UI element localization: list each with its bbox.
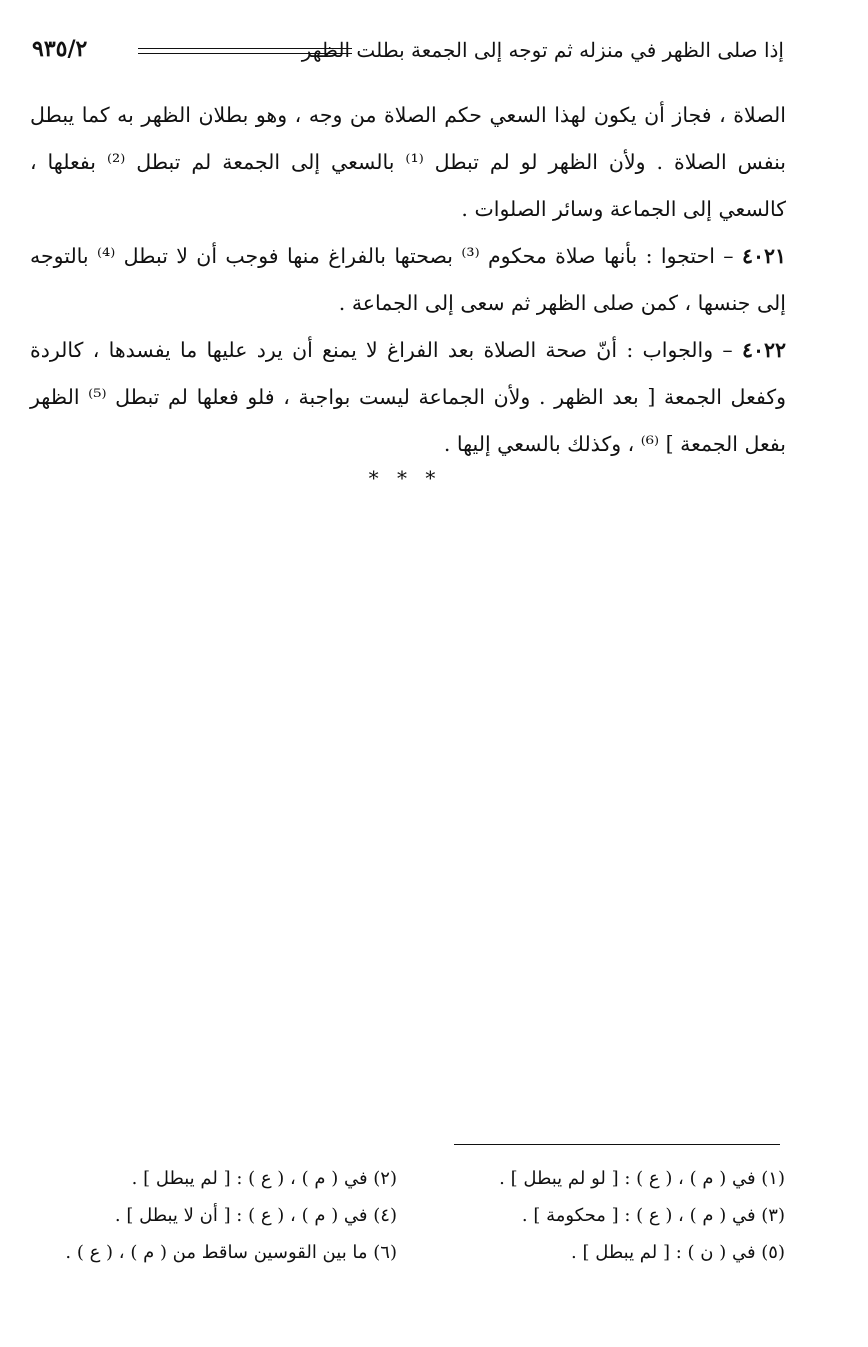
footnote: (٣) في ( م ) ، ( ع ) : [ محكومة ] . (521, 1205, 785, 1226)
paragraph-text: – احتجوا : بأنها صلاة محكوم ⁽³⁾ بصحتها بالفراغ منها فوجب أن لا تبطل ⁽⁴⁾ بالتوجه إلى جنسها ، كمن صلى الظهر ثم سعى إلى الجماعة . (30, 244, 786, 315)
main-text (30, 92, 786, 468)
running-header (32, 36, 784, 70)
footnote: (٤) في ( م ) ، ( ع ) : [ أن لا يبطل ] . (114, 1205, 397, 1226)
footnotes-column-right (445, 1160, 785, 1271)
footnote: (٥) في ( ن ) : [ لم يبطل ] . (571, 1242, 785, 1263)
paragraph (30, 92, 786, 233)
footnotes-column-left (37, 1160, 397, 1271)
footnote: (٦) ما بين القوسين ساقط من ( م ) ، ( ع ) . (65, 1242, 397, 1263)
paragraph-number: ٤٠٢٢ (741, 338, 786, 362)
footnote: (١) في ( م ) ، ( ع ) : [ لو لم يبطل ] . (499, 1168, 785, 1189)
paragraph-text: – والجواب : أنّ صحة الصلاة بعد الفراغ لا يمنع أن يرد عليها ما يفسدها ، كالردة وكفعل الجمعة [ بعد الظهر . ولأن الجماعة ليست بواجبة ، فلو فعلها لم تبطل ⁽⁵⁾ الظهر بفعل الجمعة ] ⁽⁶⁾ ، وكذلك بالسعي إليها . (30, 338, 786, 456)
paragraph (30, 233, 786, 327)
paragraph-text: الصلاة ، فجاز أن يكون لهذا السعي حكم الصلاة من وجه ، وهو بطلان الظهر به كما يبطل بنفس الصلاة . ولأن الظهر لو لم تبطل ⁽¹⁾ بالسعي إلى الجمعة لم تبطل ⁽²⁾ بفعلها ، كالسعي إلى الجماعة وسائر الصلوات . (30, 103, 786, 221)
running-title: إذا صلى الظهر في منزله ثم توجه إلى الجمعة بطلت الظهر (301, 38, 784, 62)
paragraph-number: ٤٠٢١ (741, 244, 786, 268)
paragraph (30, 327, 786, 468)
section-separator: * * * (368, 466, 442, 490)
footnote-divider (454, 1144, 780, 1145)
footnote: (٢) في ( م ) ، ( ع ) : [ لم يبطل ] . (131, 1168, 397, 1189)
page-reference: ٩٣٥/٢ (32, 36, 88, 62)
